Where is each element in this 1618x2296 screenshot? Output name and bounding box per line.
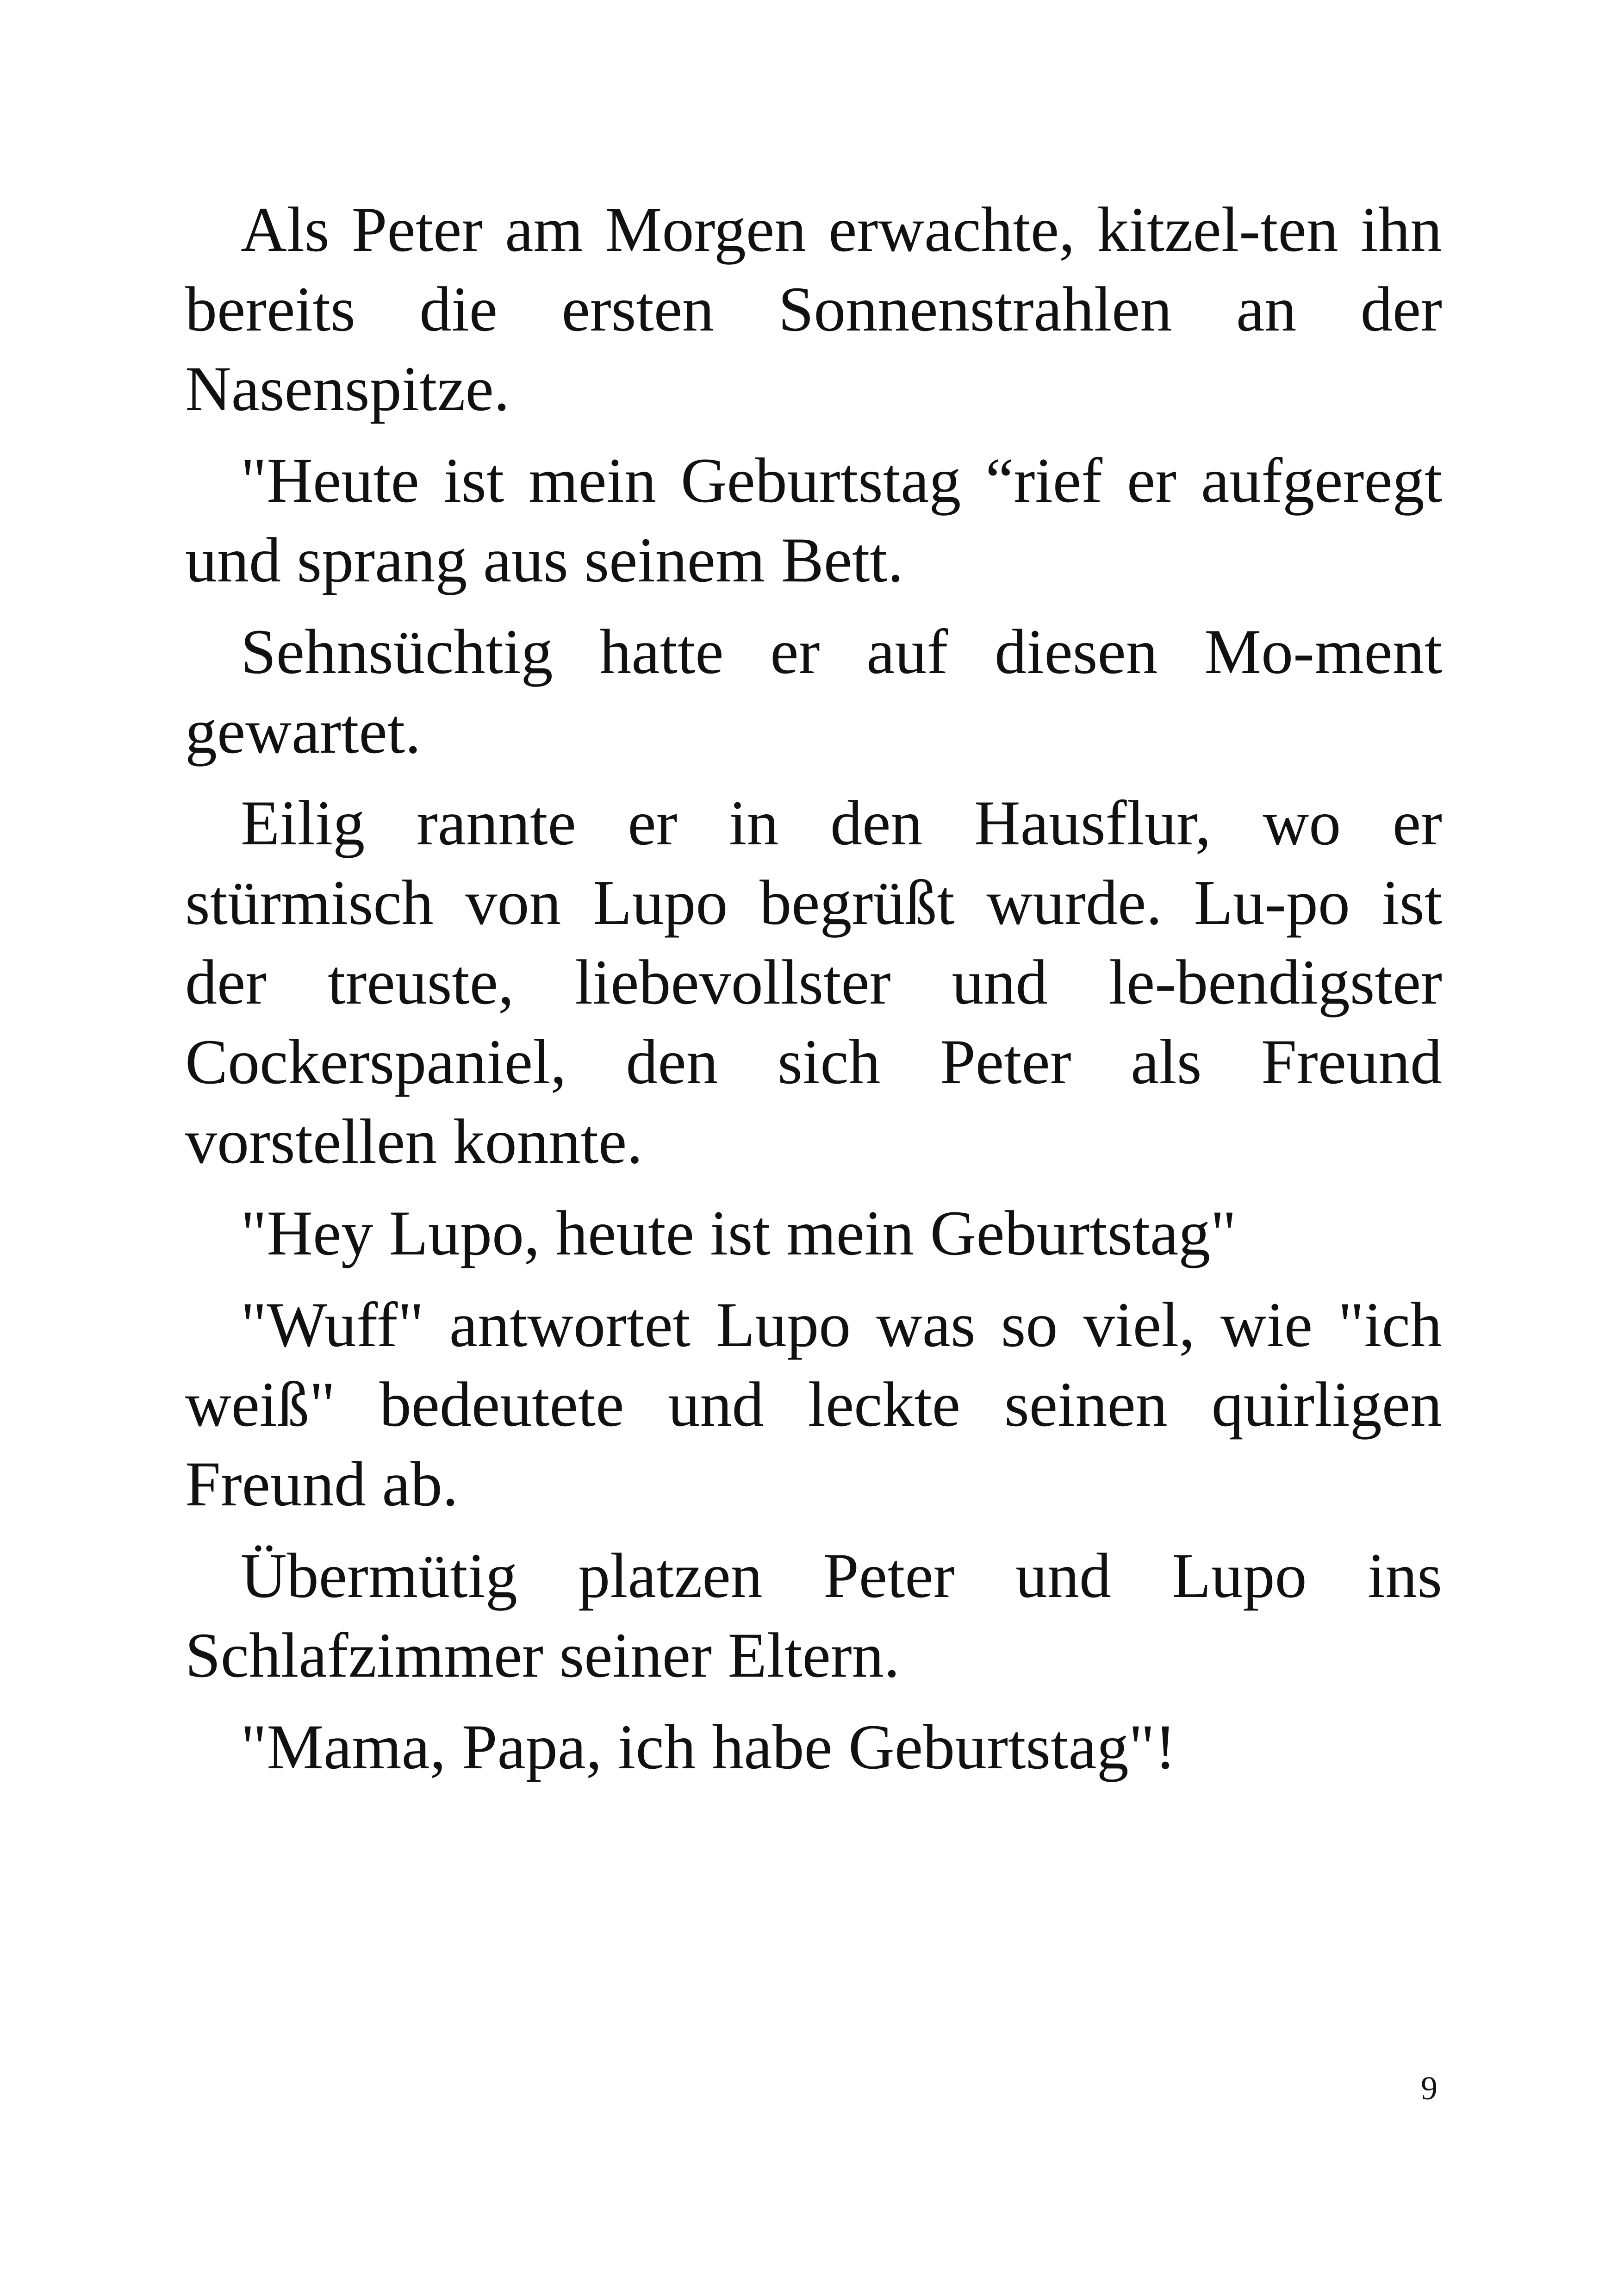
paragraph-1: Als Peter am Morgen erwachte, kitzel-ten ihn bereits die ersten Sonnenstrahlen an der Nasenspitze. [185,194,1442,424]
page-number: 9 [1421,2070,1438,2107]
paragraph-4: Eilig rannte er in den Hausflur, wo er stürmisch von Lupo begrüßt wurde. Lu-po ist der treuste, liebevollster und le-bendigster Cockerspaniel, den sich Peter als Freund vorstellen konnte. [185,787,1442,1177]
paragraph-2: "Heute ist mein Geburtstag “rief er aufgeregt und sprang aus seinem Bett. [185,445,1442,595]
paragraph-3: Sehnsüchtig hatte er auf diesen Mo-ment gewartet. [185,616,1442,767]
story-text [185,190,1442,1799]
paragraph-5: "Hey Lupo, heute ist mein Geburtstag" [241,1198,1237,1268]
paragraph-6: "Wuff" antwortet Lupo was so viel, wie "ich weiß" bedeutete und leckte seinen quirligen Freund ab. [185,1289,1442,1519]
paragraph-8: "Mama, Papa, ich habe Geburtstag"! [241,1711,1176,1782]
paragraph-7: Übermütig platzen Peter und Lupo ins Schlafzimmer seiner Eltern. [185,1540,1442,1691]
